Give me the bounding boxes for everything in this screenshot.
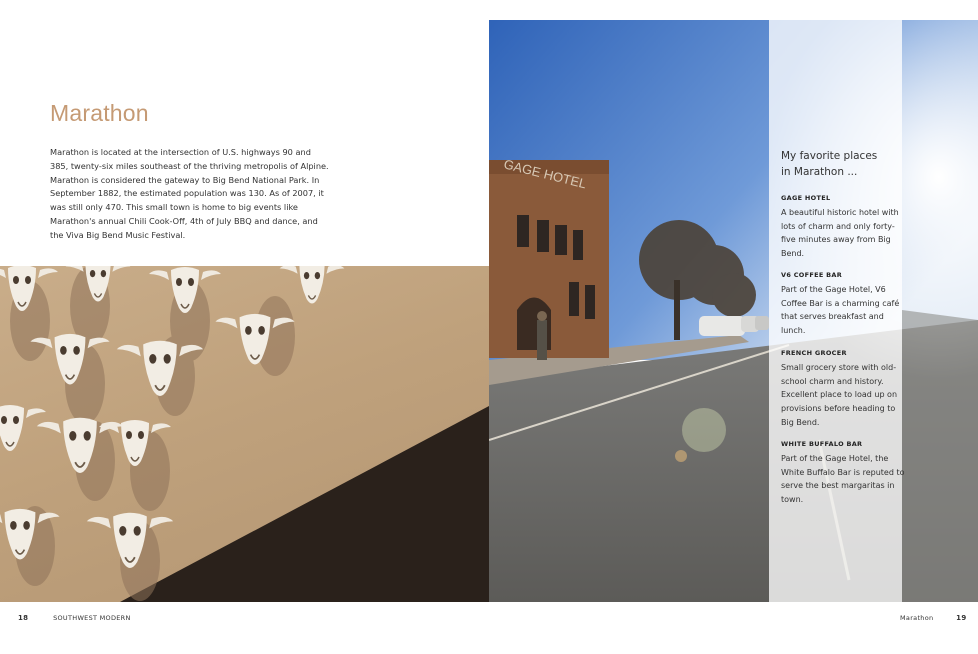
page-title: Marathon	[50, 100, 149, 126]
cow-skulls-photo	[0, 266, 489, 602]
entry-title: V6 COFFEE BAR	[781, 271, 843, 279]
entry-v6-coffee-bar	[781, 271, 906, 338]
running-header: Marathon	[900, 614, 934, 622]
entry-text: Part of the Gage Hotel, V6 Coffee Bar is a charming café that serves breakfast and lunch.	[781, 285, 900, 336]
entry-title: FRENCH GROCER	[781, 349, 847, 357]
right-page	[489, 0, 978, 654]
entry-title: GAGE HOTEL	[781, 194, 831, 202]
entry-white-buffalo-bar	[781, 440, 906, 507]
entry-gage-hotel	[781, 194, 906, 261]
entry-text: Small grocery store with old-school charm and history. Excellent place to load up on provisions before heading to Big Bend.	[781, 363, 898, 427]
favorites-heading: My favorite places in Marathon ...	[781, 150, 878, 178]
entry-title: WHITE BUFFALO BAR	[781, 440, 863, 448]
running-header: SOUTHWEST MODERN	[53, 614, 131, 622]
intro-paragraph: Marathon is located at the intersection of U.S. highways 90 and 385, twenty-six miles southeast of the thriving metropolis of Alpine. Marathon is considered the gateway to Big Bend National Park. In September 1882, the estimated population was 130. As of 2007, it was still only 470. This small town is home to big events like Marathon's annual Chili Cook-Off, 4th of July BBQ and dance, and the Viva Big Bend Music Festival.	[50, 147, 329, 240]
entry-text: A beautiful historic hotel with lots of charm and only forty-five minutes away from Big Bend.	[781, 208, 899, 259]
right-footer	[900, 614, 967, 622]
entry-text: Part of the Gage Hotel, the White Buffalo Bar is reputed to serve the best margaritas in town.	[781, 454, 905, 505]
left-footer	[18, 614, 131, 622]
page-number: 18	[18, 614, 29, 622]
entry-french-grocer	[781, 349, 906, 430]
page-number: 19	[956, 614, 967, 622]
